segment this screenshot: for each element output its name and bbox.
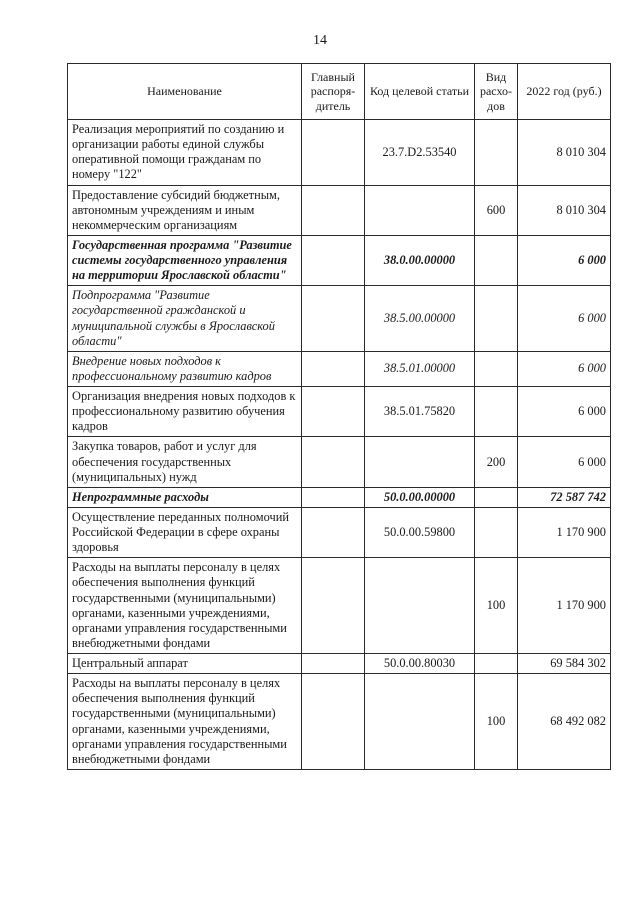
cell-name: Предоставление субсидий бюджетным, автономным учреждениям и иным некоммерческим организациям — [68, 185, 302, 235]
cell-grs — [302, 487, 365, 507]
cell-sum: 68 492 082 — [518, 674, 611, 770]
cell-code: 50.0.00.80030 — [365, 654, 475, 674]
cell-sum: 6 000 — [518, 437, 611, 487]
cell-sum: 6 000 — [518, 235, 611, 285]
table-row — [68, 185, 611, 235]
table-row — [68, 674, 611, 770]
cell-name: Организация внедрения новых подходов к профессиональному развитию обучения кадров — [68, 387, 302, 437]
cell-name: Внедрение новых подходов к профессиональному развитию кадров — [68, 351, 302, 386]
cell-type: 100 — [475, 558, 518, 654]
cell-type — [475, 654, 518, 674]
table-row — [68, 286, 611, 352]
cell-grs — [302, 185, 365, 235]
page-number: 14 — [313, 33, 327, 48]
cell-sum: 72 587 742 — [518, 487, 611, 507]
cell-grs — [302, 286, 365, 352]
cell-code: 50.0.00.59800 — [365, 507, 475, 557]
cell-type — [475, 120, 518, 186]
cell-name: Осуществление переданных полномочий Российской Федерации в сфере охраны здоровья — [68, 507, 302, 557]
cell-type: 600 — [475, 185, 518, 235]
cell-name: Расходы на выплаты персоналу в целях обеспечения выполнения функций государственными (муниципальными) органами, казенными учреждениями, органами управления государственными внебюджетными фондами — [68, 558, 302, 654]
cell-sum: 1 170 900 — [518, 507, 611, 557]
cell-code — [365, 437, 475, 487]
table-row — [68, 235, 611, 285]
cell-grs — [302, 507, 365, 557]
cell-name: Расходы на выплаты персоналу в целях обеспечения выполнения функций государственными (муниципальными) органами, казенными учреждениями, органами управления государственными внебюджетными фондами — [68, 674, 302, 770]
cell-type — [475, 286, 518, 352]
table-row — [68, 507, 611, 557]
cell-sum: 6 000 — [518, 351, 611, 386]
cell-grs — [302, 654, 365, 674]
cell-code: 50.0.00.00000 — [365, 487, 475, 507]
cell-sum: 6 000 — [518, 286, 611, 352]
cell-code: 38.5.01.75820 — [365, 387, 475, 437]
cell-sum: 69 584 302 — [518, 654, 611, 674]
header-grs: Главный распоря-дитель — [302, 64, 365, 120]
cell-type — [475, 351, 518, 386]
cell-grs — [302, 387, 365, 437]
cell-type — [475, 387, 518, 437]
cell-grs — [302, 120, 365, 186]
header-code: Код целевой статьи — [365, 64, 475, 120]
cell-name: Непрограммные расходы — [68, 487, 302, 507]
header-name: Наименование — [68, 64, 302, 120]
cell-name: Центральный аппарат — [68, 654, 302, 674]
table-row — [68, 558, 611, 654]
cell-code: 38.0.00.00000 — [365, 235, 475, 285]
cell-sum: 1 170 900 — [518, 558, 611, 654]
cell-name: Подпрограмма "Развитие государственной гражданской и муниципальной службы в Ярославской области" — [68, 286, 302, 352]
cell-code: 23.7.D2.53540 — [365, 120, 475, 186]
cell-type: 200 — [475, 437, 518, 487]
cell-code: 38.5.00.00000 — [365, 286, 475, 352]
cell-grs — [302, 437, 365, 487]
cell-code — [365, 674, 475, 770]
cell-sum: 8 010 304 — [518, 120, 611, 186]
cell-grs — [302, 235, 365, 285]
header-sum: 2022 год (руб.) — [518, 64, 611, 120]
table-row — [68, 351, 611, 386]
header-type: Вид расхо-дов — [475, 64, 518, 120]
cell-type — [475, 487, 518, 507]
cell-grs — [302, 351, 365, 386]
cell-type — [475, 235, 518, 285]
table-row — [68, 437, 611, 487]
cell-type: 100 — [475, 674, 518, 770]
cell-name: Государственная программа "Развитие системы государственного управления на территории Ярославской области" — [68, 235, 302, 285]
table-row — [68, 120, 611, 186]
cell-code — [365, 185, 475, 235]
cell-name: Закупка товаров, работ и услуг для обеспечения государственных (муниципальных) нужд — [68, 437, 302, 487]
cell-sum: 6 000 — [518, 387, 611, 437]
cell-grs — [302, 558, 365, 654]
budget-table — [67, 63, 611, 770]
cell-sum: 8 010 304 — [518, 185, 611, 235]
cell-grs — [302, 674, 365, 770]
cell-code — [365, 558, 475, 654]
table-header-row — [68, 64, 611, 120]
table-row — [68, 654, 611, 674]
table-row — [68, 387, 611, 437]
cell-type — [475, 507, 518, 557]
cell-name: Реализация мероприятий по созданию и организации работы единой службы оперативной помощи гражданам по номеру "122" — [68, 120, 302, 186]
table-row — [68, 487, 611, 507]
cell-code: 38.5.01.00000 — [365, 351, 475, 386]
